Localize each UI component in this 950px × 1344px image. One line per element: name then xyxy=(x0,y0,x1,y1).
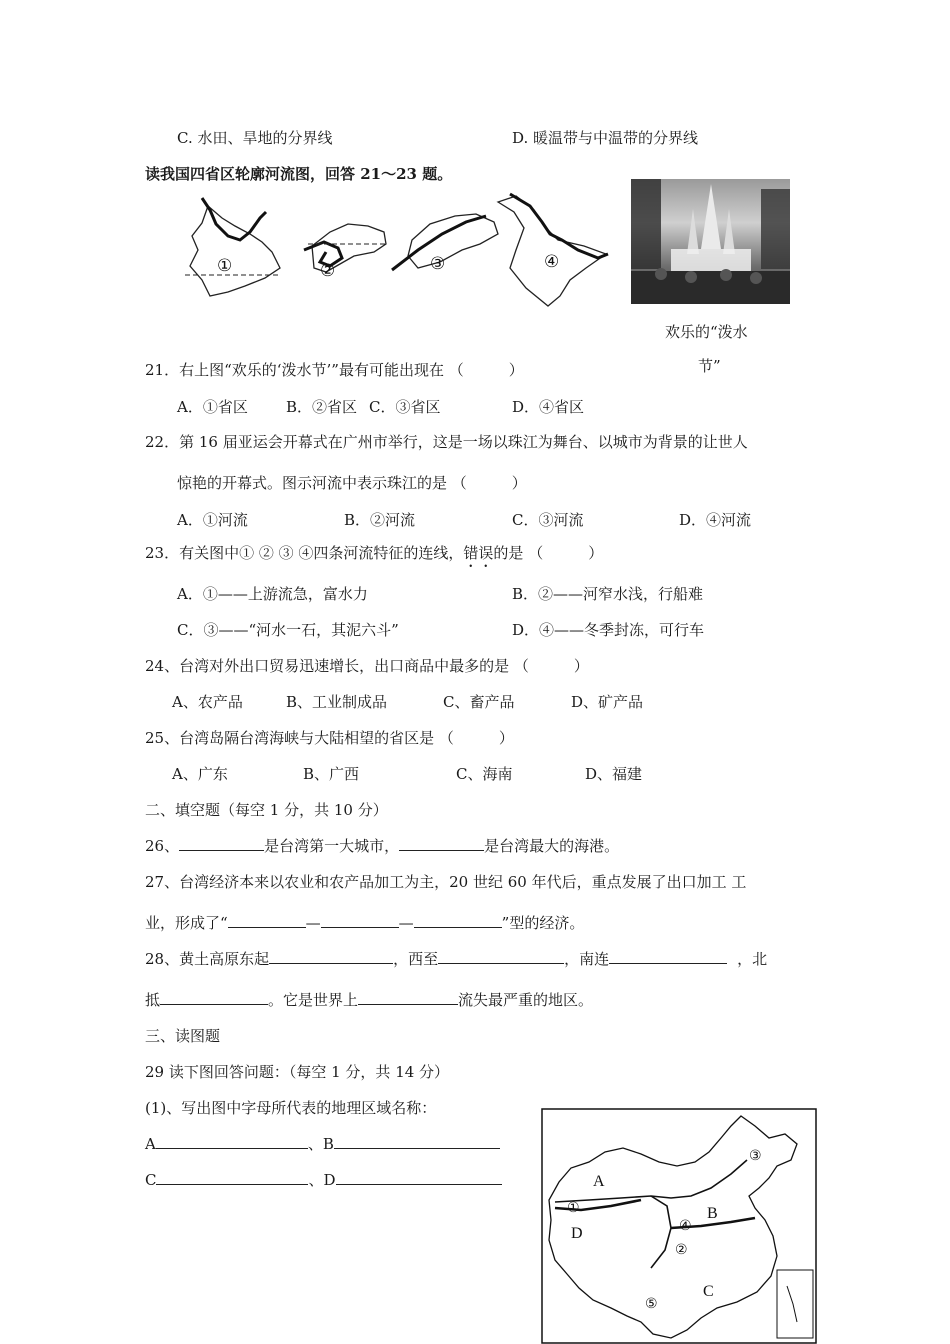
q26-end: 是台湾最大的海港。 xyxy=(484,837,620,855)
section-intro: 读我国四省区轮廓河流图，回答 21～23 题。 xyxy=(145,165,453,183)
q23-option-b: B．②——河窄水浅，行船难 xyxy=(512,585,704,603)
q28-line1 xyxy=(145,948,767,969)
q29-sub1: (1)、写出图中字母所代表的地理区域名称： xyxy=(145,1099,437,1117)
q22-stem-line2: 惊艳的开幕式。图示河流中表示珠江的是 （ ） xyxy=(177,474,527,492)
photo-caption-line2: 节” xyxy=(698,357,721,375)
province-outline-figure xyxy=(180,188,620,313)
label-3: ③ xyxy=(430,254,446,274)
q27-line1: 27、台湾经济本来以农业和农产品加工为主，20 世纪 60 年代后，重点发展了出口加工 工 xyxy=(145,873,747,891)
q29-blank-d[interactable] xyxy=(336,1169,502,1185)
q28-blank-north[interactable] xyxy=(160,989,268,1005)
map-letter-c: C xyxy=(703,1283,714,1300)
q21-option-b: B．②省区 xyxy=(286,398,358,416)
map-number-1: ① xyxy=(567,1200,580,1216)
map-number-2: ② xyxy=(675,1242,688,1258)
q27-line2 xyxy=(145,912,584,933)
label-2: ② xyxy=(320,261,336,281)
q22-option-a: A．①河流 xyxy=(177,511,248,529)
q28-line2 xyxy=(145,989,593,1010)
q23-stem-post: 的是 （ ） xyxy=(493,544,604,562)
q26-number: 26、 xyxy=(145,837,180,855)
q25-option-d: D、福建 xyxy=(585,765,643,783)
q26-blank-2[interactable] xyxy=(399,835,484,851)
q29-sep-1: 、 xyxy=(307,1135,323,1153)
q27-blank-3[interactable] xyxy=(414,912,502,928)
province-4-outline xyxy=(498,196,606,306)
q28-line2-end: 流失最严重的地区。 xyxy=(458,991,594,1009)
q28-blank-east[interactable] xyxy=(269,948,393,964)
q27-pre: 业，形成了“ xyxy=(145,914,228,932)
q22-option-c: C．③河流 xyxy=(512,511,584,529)
q28-blank-south[interactable] xyxy=(609,948,727,964)
q25-option-b: B、广西 xyxy=(303,765,360,783)
q23-option-a: A．①——上游流急，富水力 xyxy=(177,585,368,603)
q27-dash-1: — xyxy=(305,914,321,932)
q26-blank-1[interactable] xyxy=(179,835,264,851)
q27-blank-1[interactable] xyxy=(228,912,306,928)
q28-west: ，西至 xyxy=(393,950,439,968)
q29-blank-a[interactable] xyxy=(156,1133,308,1149)
q29-sep-2: 、 xyxy=(308,1171,324,1189)
q23-option-d: D．④——冬季封冻，可行车 xyxy=(512,621,705,639)
q29-label-c: C xyxy=(145,1171,157,1189)
q26-mid: 是台湾第一大城市， xyxy=(264,837,400,855)
province-1-outline xyxy=(190,206,280,296)
q25-option-a: A、广东 xyxy=(172,765,228,783)
q21-option-a: A．①省区 xyxy=(177,398,248,416)
q23-stem-emphasis: 错误 xyxy=(463,544,494,562)
q24-option-a: A、农产品 xyxy=(172,693,243,711)
q27-post: ”型的经济。 xyxy=(501,914,585,932)
province-3-outline xyxy=(408,214,498,268)
q23-stem-pre: 23．有关图中① ② ③ ④四条河流特征的连线， xyxy=(145,544,464,562)
map-letter-b: B xyxy=(707,1205,718,1222)
q29-stem: 29 读下图回答问题：（每空 1 分，共 14 分） xyxy=(145,1063,450,1081)
q28-line2-mid: 。它是世界上 xyxy=(268,991,359,1009)
section-2-heading: 二、填空题（每空 1 分，共 10 分） xyxy=(145,801,388,819)
q25-stem: 25、台湾岛隔台湾海峡与大陆相望的省区是 （ ） xyxy=(145,729,514,747)
q28-south: ，南连 xyxy=(564,950,610,968)
q29-label-a: A xyxy=(145,1135,156,1153)
q29-row-cd xyxy=(145,1169,502,1190)
river-1 xyxy=(202,198,266,240)
q21-option-d: D．④省区 xyxy=(512,398,585,416)
q23-stem xyxy=(145,542,603,571)
map-letter-a: A xyxy=(593,1173,605,1190)
q24-option-c: C、畜产品 xyxy=(443,693,515,711)
photo-caption-line1: 欢乐的“泼水 xyxy=(665,323,748,341)
q29-label-d: D xyxy=(323,1171,336,1189)
q22-option-b: B．②河流 xyxy=(344,511,416,529)
q29-label-b: B xyxy=(322,1135,334,1153)
q20-option-d: D. 暖温带与中温带的分界线 xyxy=(512,129,699,147)
q28-blank-soil[interactable] xyxy=(358,989,458,1005)
q27-dash-2: — xyxy=(398,914,414,932)
q26 xyxy=(145,835,619,856)
q28-line2-pre: 抵 xyxy=(145,991,161,1009)
q22-stem-line1: 22．第 16 届亚运会开幕式在广州市举行，这是一场以珠江为舞台、以城市为背景的让世人 xyxy=(145,433,748,451)
map-letter-d: D xyxy=(571,1225,583,1242)
q21-stem: 21．右上图“欢乐的‘泼水节’”最有可能出现在 （ ） xyxy=(145,361,524,379)
map-number-3: ③ xyxy=(749,1148,762,1164)
china-regions-map xyxy=(541,1108,817,1344)
q24-option-b: B、工业制成品 xyxy=(286,693,388,711)
river-4 xyxy=(510,194,608,258)
map-number-5: ⑤ xyxy=(645,1296,658,1312)
q28-pre: 28、黄土高原东起 xyxy=(145,950,270,968)
q28-north: ，北 xyxy=(737,950,768,968)
q27-blank-2[interactable] xyxy=(321,912,399,928)
q29-blank-c[interactable] xyxy=(156,1169,308,1185)
map-number-4: ④ xyxy=(679,1218,692,1234)
q29-blank-b[interactable] xyxy=(334,1133,500,1149)
q24-stem: 24、台湾对外出口贸易迅速增长，出口商品中最多的是 （ ） xyxy=(145,657,589,675)
q29-row-ab xyxy=(145,1133,500,1154)
q23-option-c: C．③——“河水一石，其泥六斗” xyxy=(177,621,399,639)
q20-option-c: C. 水田、旱地的分界线 xyxy=(177,129,333,147)
label-4: ④ xyxy=(544,252,560,272)
q21-option-c: C．③省区 xyxy=(369,398,441,416)
q25-option-c: C、海南 xyxy=(456,765,513,783)
water-festival-photo xyxy=(631,179,790,304)
q22-option-d: D．④河流 xyxy=(679,511,752,529)
section-3-heading: 三、读图题 xyxy=(145,1027,221,1045)
label-1: ① xyxy=(217,256,233,276)
q24-option-d: D、矿产品 xyxy=(571,693,644,711)
q28-blank-west[interactable] xyxy=(438,948,564,964)
